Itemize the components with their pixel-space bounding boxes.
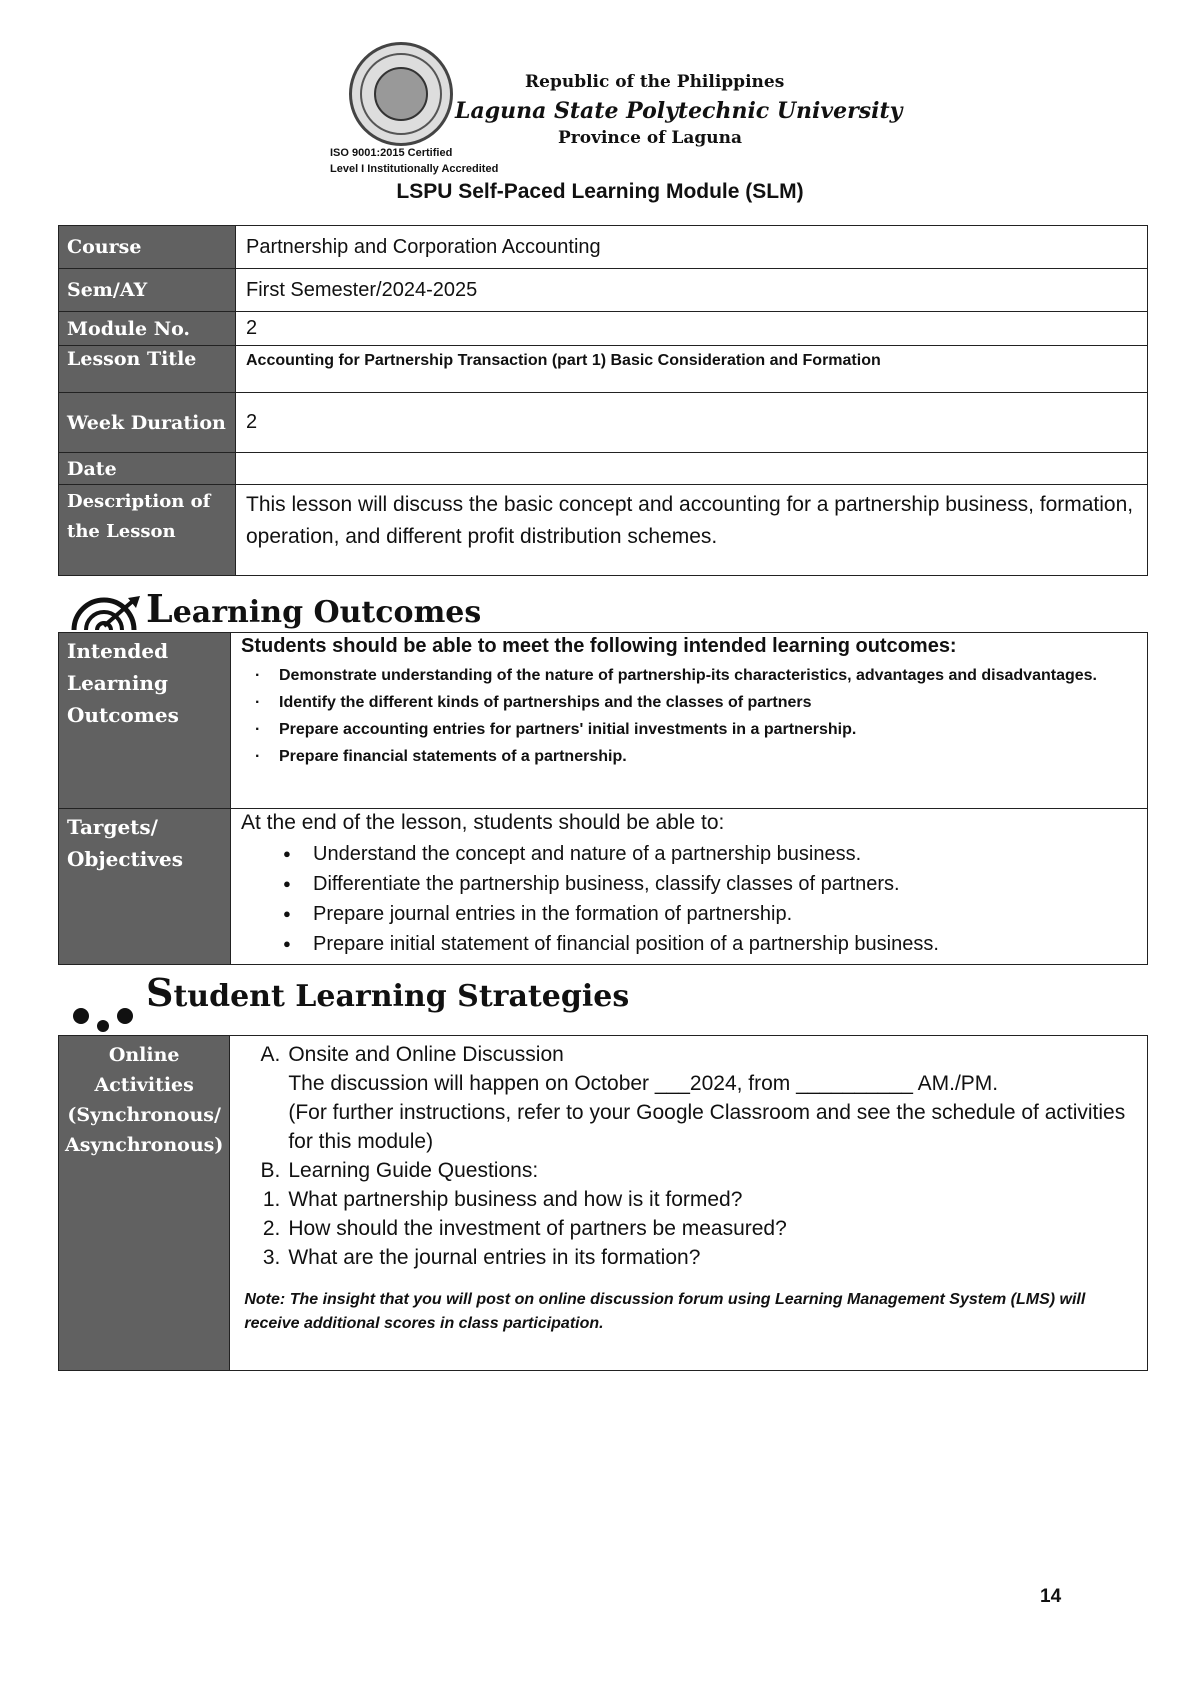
objectives-lead: At the end of the lesson, students should be able to: [241, 811, 725, 834]
list-item: ● Prepare initial statement of financial position of a partnership business. [313, 929, 1137, 959]
list-item: · Identify the different kinds of partnerships and the classes of partners [279, 689, 1137, 716]
objectives-label: Targets/ Objectives [59, 809, 231, 965]
item-marker: B. [260, 1159, 281, 1182]
week-duration-value: 2 [236, 393, 1148, 453]
lesson-title-value: Accounting for Partnership Transaction (part 1) Basic Consideration and Formation [236, 346, 1148, 393]
list-item: · Prepare financial statements of a partnership. [279, 743, 1137, 770]
course-value: Partnership and Corporation Accounting [236, 226, 1148, 269]
iso-certified: ISO 9001:2015 Certified [330, 147, 453, 159]
course-label: Course [59, 226, 236, 269]
target-icon [70, 596, 142, 632]
module-title: LSPU Self-Paced Learning Module (SLM) [396, 180, 804, 203]
list-item: · Prepare accounting entries for partners' initial investments in a partnership. [279, 716, 1137, 743]
question-2: How should the investment of partners be measured? [288, 1217, 787, 1240]
item-marker: 1. [262, 1188, 281, 1211]
description-label: Description of the Lesson [59, 485, 236, 576]
date-value [236, 453, 1148, 485]
online-activities-label: Online Activities (Synchronous/ Asynchronous) [59, 1036, 230, 1371]
republic-text: Republic of the Philippines [525, 72, 785, 92]
ilo-label: Intended Learning Outcomes [59, 633, 231, 809]
item-marker: 2. [262, 1217, 281, 1240]
student-learning-strategies-heading: Student Learning Strategies [146, 970, 630, 1015]
question-1: What partnership business and how is it formed? [288, 1188, 743, 1211]
module-no-label: Module No. [59, 312, 236, 346]
people-icon [68, 1002, 138, 1034]
accreditation-level: Level I Institutionally Accredited [330, 163, 499, 175]
list-item: ● Differentiate the partnership business, classify classes of partners. [313, 869, 1137, 899]
item-marker: 3. [262, 1246, 281, 1269]
university-name: Laguna State Polytechnic University [455, 98, 903, 124]
discussion-schedule: The discussion will happen on October ___2024, from __________ AM./PM. [288, 1072, 999, 1095]
learning-strategies-table [58, 1035, 1148, 1371]
ilo-list [241, 662, 1137, 770]
university-seal-logo [349, 42, 453, 146]
learning-outcomes-table [58, 632, 1148, 965]
item-marker: A. [260, 1043, 281, 1066]
list-item: · Demonstrate understanding of the nature of partnership-its characteristics, advantages and disadvantages. [279, 662, 1137, 689]
guide-questions-title: Learning Guide Questions: [288, 1159, 539, 1182]
province-text: Province of Laguna [558, 128, 743, 148]
ilo-lead: Students should be able to meet the following intended learning outcomes: [241, 635, 957, 657]
learning-outcomes-heading: Learning Outcomes [146, 586, 482, 631]
discussion-instructions: (For further instructions, refer to your Google Classroom and see the schedule of activities for this module) [288, 1101, 1126, 1153]
description-value: This lesson will discuss the basic concept and accounting for a partnership business, formation, operation, and different profit distribution schemes. [236, 485, 1148, 576]
week-duration-label: Week Duration [59, 393, 236, 453]
objectives-list [241, 839, 1137, 959]
list-item: ● Understand the concept and nature of a partnership business. [313, 839, 1137, 869]
module-no-value: 2 [236, 312, 1148, 346]
discussion-title: Onsite and Online Discussion [288, 1043, 564, 1066]
lms-note: Note: The insight that you will post on online discussion forum using Learning Management System (LMS) will receive additional scores in class participation. [244, 1291, 1086, 1332]
lesson-title-label: Lesson Title [59, 346, 236, 393]
certification-text [330, 145, 498, 177]
module-info-table [58, 225, 1148, 576]
date-label: Date [59, 453, 236, 485]
sem-label: Sem/AY [59, 269, 236, 312]
page-number: 14 [1040, 1586, 1062, 1607]
sem-value: First Semester/2024-2025 [236, 269, 1148, 312]
list-item: ● Prepare journal entries in the formation of partnership. [313, 899, 1137, 929]
question-3: What are the journal entries in its formation? [288, 1246, 701, 1269]
